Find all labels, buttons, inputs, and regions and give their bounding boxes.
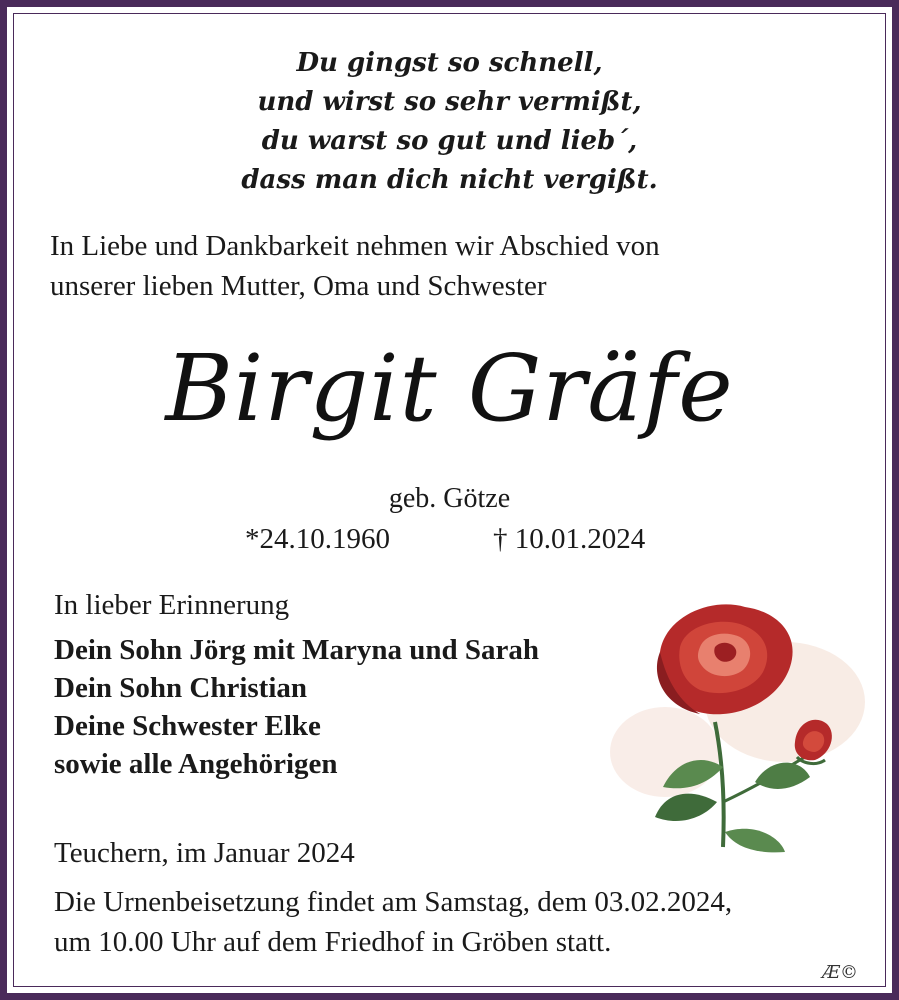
- mourner-line: Deine Schwester Elke: [54, 710, 321, 742]
- intro-line: In Liebe und Dankbarkeit nehmen wir Abschied von: [50, 230, 660, 262]
- rose-illustration: [605, 592, 880, 867]
- place-date: Teuchern, im Januar 2024: [54, 837, 355, 869]
- mourner-line: sowie alle Angehörigen: [54, 748, 338, 780]
- deceased-name: Birgit Gräfe: [165, 335, 734, 442]
- signature-mark: Æ©: [822, 962, 859, 983]
- poem-line: und wirst so sehr vermißt,: [257, 87, 642, 117]
- burial-notice-line: Die Urnenbeisetzung findet am Samstag, dem 03.02.2024,: [54, 886, 733, 918]
- remembrance-heading: In lieber Erinnerung: [54, 589, 290, 621]
- birth-date: *24.10.1960: [245, 523, 390, 555]
- mourner-line: Dein Sohn Jörg mit Maryna und Sarah: [54, 634, 540, 666]
- poem-line: du warst so gut und lieb´,: [261, 126, 638, 156]
- intro-line: unserer lieben Mutter, Oma und Schwester: [50, 270, 547, 302]
- poem-line: Du gingst so schnell,: [296, 48, 603, 78]
- poem-line: dass man dich nicht vergißt.: [241, 165, 658, 195]
- maiden-name: geb. Götze: [388, 483, 511, 514]
- burial-notice-line: um 10.00 Uhr auf dem Friedhof in Gröben statt.: [54, 926, 612, 958]
- death-date: † 10.01.2024: [493, 523, 646, 555]
- mourner-line: Dein Sohn Christian: [54, 672, 308, 704]
